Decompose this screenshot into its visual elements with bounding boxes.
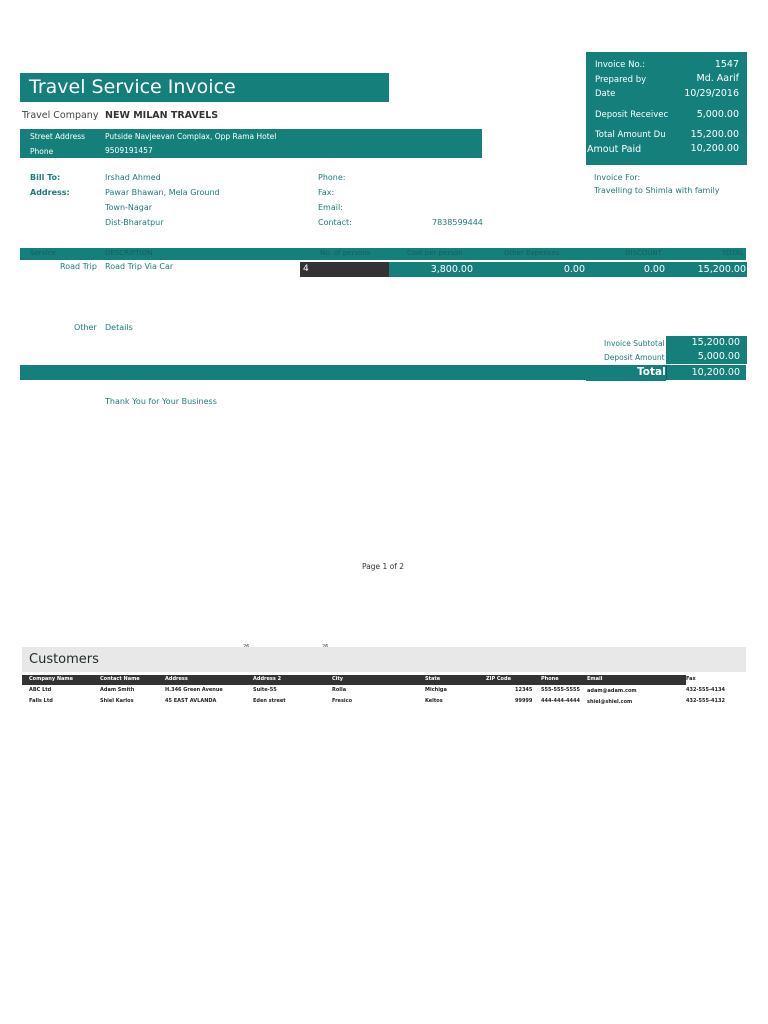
date-label: Date bbox=[595, 89, 616, 99]
invoice-info-box bbox=[586, 52, 747, 165]
header-other: Other Expenses bbox=[504, 249, 560, 257]
header-discount: DISCOUNT bbox=[625, 249, 662, 257]
address-label: Address: bbox=[30, 188, 70, 197]
customer-1-zip: 12345 bbox=[515, 687, 533, 693]
bill-to-label: Bill To: bbox=[30, 173, 61, 182]
page-number: Page 1 of 2 bbox=[362, 562, 405, 571]
date-value: 10/29/2016 bbox=[684, 88, 739, 99]
address-line-3: Dist-Bharatpur bbox=[105, 218, 164, 227]
total-amount-due-value: 15,200.00 bbox=[690, 129, 739, 140]
customer-2-state: Keltos bbox=[425, 698, 443, 704]
customer-1-address2: Suite-55 bbox=[253, 687, 277, 693]
header-city: City bbox=[332, 676, 344, 682]
travel-company-label: Travel Company bbox=[22, 110, 99, 121]
total-value: 10,200.00 bbox=[691, 367, 740, 378]
invoice-number-value: 1547 bbox=[714, 59, 739, 70]
thank-you-note: Thank You for Your Business bbox=[105, 397, 217, 406]
header-address: Address bbox=[165, 676, 188, 682]
customer-2-city: Fresico bbox=[332, 698, 353, 704]
travel-company-name: NEW MILAN TRAVELS bbox=[105, 110, 219, 121]
customer-1-fax: 432-555-4134 bbox=[686, 687, 725, 693]
customer-2-phone: 444-444-4444 bbox=[541, 698, 580, 704]
deposit-amount-value: 5,000.00 bbox=[666, 350, 747, 364]
item-other: 0.00 bbox=[563, 264, 585, 275]
header-description: DESCRIPTION bbox=[105, 249, 153, 257]
customer-1-contact: Adam Smith bbox=[100, 687, 135, 693]
deposit-amount-label: Deposit Amount bbox=[604, 353, 665, 362]
company-phone-label: Phone bbox=[30, 147, 54, 156]
customer-2-email: shiel@shiel.com bbox=[587, 699, 633, 705]
address-line-2: Town-Nagar bbox=[105, 203, 153, 212]
customer-2-contact: Shiel Karlos bbox=[100, 698, 134, 704]
customers-table-header bbox=[22, 675, 686, 685]
amount-paid-value: 10,200.00 bbox=[690, 143, 739, 154]
subtotal-value: 15,200.00 bbox=[666, 336, 747, 350]
header-contact-name: Contact Name bbox=[100, 676, 140, 682]
customers-title: Customers bbox=[29, 652, 99, 667]
street-address-value: Putside Navjeevan Complax, Opp Rama Hotel bbox=[105, 132, 277, 141]
item-total: 15,200.00 bbox=[697, 264, 746, 275]
header-total: TOTAL bbox=[721, 249, 744, 257]
contact-label: Contact: bbox=[318, 218, 352, 227]
customer-1-city: Rolla bbox=[332, 687, 347, 693]
customer-2-zip: 99999 bbox=[515, 698, 533, 704]
fax-label: Fax: bbox=[318, 188, 335, 197]
total-label: Total bbox=[637, 366, 666, 378]
header-service: Service bbox=[30, 249, 56, 257]
invoice-title: Travel Service Invoice bbox=[20, 73, 389, 102]
subtotal-label: Invoice Subtotal bbox=[604, 339, 665, 348]
item-service: Road Trip bbox=[60, 262, 97, 271]
other-details: Details bbox=[105, 323, 133, 332]
header-cost: Cost per person bbox=[407, 249, 463, 257]
items-table-header bbox=[20, 248, 746, 260]
customer-1-address: H.346 Green Avenue bbox=[165, 687, 223, 693]
header-state: State bbox=[425, 676, 441, 682]
address-line-1: Pawar Bhawan, Mela Ground bbox=[105, 188, 220, 197]
company-address-bar bbox=[20, 129, 482, 158]
header-address-2: Address 2 bbox=[253, 676, 282, 682]
header-zip: ZIP Code bbox=[486, 676, 511, 682]
customer-1-company: ABC Ltd bbox=[29, 687, 52, 693]
company-phone-value: 9509191457 bbox=[105, 146, 153, 155]
customer-1-phone: 555-555-5555 bbox=[541, 687, 580, 693]
header-email: Email bbox=[587, 676, 603, 682]
item-description: Road Trip Via Car bbox=[105, 262, 174, 271]
prepared-by-value: Md. Aarif bbox=[696, 73, 739, 84]
item-persons: 4 bbox=[300, 262, 389, 277]
invoice-number-label: Invoice No.: bbox=[595, 60, 646, 70]
invoice-for-label: Invoice For: bbox=[594, 173, 641, 182]
street-address-label: Street Address bbox=[30, 132, 86, 141]
amount-paid-label: Amout Paid bbox=[587, 144, 642, 155]
customer-1-email: adam@adam.com bbox=[587, 688, 637, 694]
customer-2-address: 45 EAST AVLANDA bbox=[165, 698, 217, 704]
customer-2-company: Falls Ltd bbox=[29, 698, 53, 704]
phone-label: Phone: bbox=[318, 173, 346, 182]
bill-to-name: Irshad Ahmed bbox=[105, 173, 161, 182]
customers-title-bar bbox=[22, 647, 746, 672]
email-label: Email: bbox=[318, 203, 343, 212]
item-amounts bbox=[389, 262, 747, 277]
header-persons: No. of persons bbox=[320, 249, 371, 257]
header-company-name: Company Name bbox=[29, 676, 73, 682]
invoice-for-value: Travelling to Shimla with family bbox=[594, 186, 720, 195]
header-phone: Phone bbox=[541, 676, 559, 682]
item-cost: 3,800.00 bbox=[430, 264, 473, 275]
customer-2-fax: 432-555-4132 bbox=[686, 698, 725, 704]
prepared-by-label: Prepared by bbox=[595, 75, 647, 85]
deposit-received-value: 5,000.00 bbox=[696, 109, 739, 120]
deposit-received-label: Deposit Receivec bbox=[595, 110, 669, 120]
header-fax: Fax bbox=[686, 676, 696, 682]
total-amount-due-label: Total Amount Du bbox=[595, 130, 666, 140]
customer-2-address2: Eden street bbox=[253, 698, 286, 704]
other-label: Other bbox=[74, 323, 97, 332]
customer-1-state: Michiga bbox=[425, 687, 447, 693]
item-discount: 0.00 bbox=[643, 264, 665, 275]
contact-value: 7838599444 bbox=[432, 218, 483, 227]
